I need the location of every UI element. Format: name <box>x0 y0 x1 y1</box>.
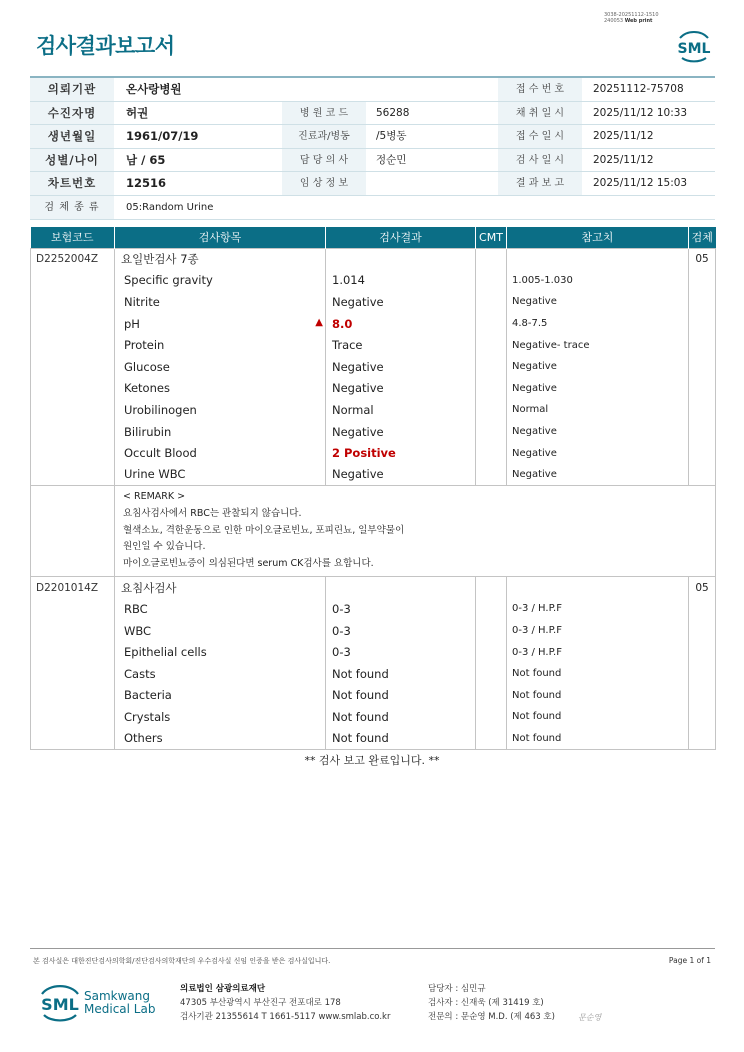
col-insurance-code: 보험코드 <box>31 227 115 248</box>
sex-age: 남 / 65 <box>126 152 166 167</box>
remark-line: 마이오글로빈뇨증이 의심된다면 serum CK검사를 요합니다. <box>123 558 374 570</box>
test-item: Crystals <box>115 706 326 728</box>
receipt-number: 20251112-75708 <box>593 83 684 95</box>
test-item: pH <box>124 316 140 331</box>
table-row <box>31 291 716 313</box>
test-result: 1.014 <box>326 270 476 292</box>
department: /5병동 <box>376 130 407 143</box>
test-result: Not found <box>326 706 476 728</box>
reference-range: 0-3 / H.P.F <box>507 598 689 620</box>
test-item: Bilirubin <box>115 421 326 443</box>
label-collection-time: 채 취 일 시 <box>515 107 565 119</box>
test-item: Urine WBC <box>115 464 326 486</box>
page-number: Page 1 of 1 <box>668 956 711 965</box>
reference-range: Negative <box>507 378 689 400</box>
completion-note: ** 검사 보고 완료입니다. ** <box>304 754 440 767</box>
table-header <box>31 227 716 248</box>
label-specimen-type: 검 체 종 류 <box>44 201 100 213</box>
remark-row <box>31 486 716 577</box>
table-row <box>31 684 716 706</box>
test-result: 0-3 <box>326 620 476 642</box>
reference-range: Negative <box>507 442 689 464</box>
insurance-code: D2201014Z <box>31 577 115 599</box>
group-header <box>31 577 716 599</box>
test-result: Not found <box>326 663 476 685</box>
patient-info-row <box>30 102 715 126</box>
sml-lab-logo <box>36 982 84 1022</box>
staff-manager: 담당자 : 심민규 <box>428 984 486 994</box>
signature: 문순영 <box>578 1013 602 1022</box>
test-result-abnormal: 2 Positive <box>326 442 476 464</box>
label-birth-date: 생년월일 <box>47 129 97 144</box>
label-patient-name: 수진자명 <box>47 105 97 120</box>
table-row <box>31 663 716 685</box>
table-row <box>31 728 716 750</box>
table-row <box>31 442 716 464</box>
report-time: 2025/11/12 15:03 <box>593 177 688 190</box>
reference-range: 4.8-7.5 <box>507 313 689 335</box>
results-table <box>30 227 716 750</box>
reference-range: Negative- trace <box>507 334 689 356</box>
test-result: Trace <box>326 334 476 356</box>
report-title: 검사결과보고서 <box>36 34 175 58</box>
table-row <box>31 620 716 642</box>
test-result: Normal <box>326 399 476 421</box>
label-chart-number: 차트번호 <box>47 176 97 191</box>
reference-range: 0-3 / H.P.F <box>507 641 689 663</box>
specimen-code: 05 <box>689 577 716 599</box>
reference-range: Normal <box>507 399 689 421</box>
staff-tester: 검사자 : 신재욱 (제 31419 호) <box>428 998 544 1008</box>
test-result: Negative <box>326 356 476 378</box>
col-result: 검사결과 <box>326 227 476 248</box>
organization-name: 의료법인 삼광의료재단 <box>180 984 266 994</box>
table-row <box>31 313 716 335</box>
table-row <box>31 464 716 486</box>
table-row <box>31 706 716 728</box>
remark-line: < REMARK > <box>123 491 186 503</box>
test-result: Negative <box>326 291 476 313</box>
test-item: Casts <box>115 663 326 685</box>
test-group-name: 요일반검사 7종 <box>115 248 326 270</box>
test-result: Negative <box>326 378 476 400</box>
col-test-item: 검사항목 <box>115 227 326 248</box>
test-item: Others <box>115 728 326 750</box>
test-item: Glucose <box>115 356 326 378</box>
footer-divider <box>30 948 715 949</box>
patient-name: 허권 <box>126 105 149 120</box>
label-report-time: 결 과 보 고 <box>515 178 565 190</box>
table-row <box>31 641 716 663</box>
physician: 정순민 <box>376 153 407 166</box>
remark-line: 원인일 수 있습니다. <box>123 541 206 553</box>
test-item: WBC <box>115 620 326 642</box>
col-specimen: 검체 <box>689 227 716 248</box>
table-row <box>31 356 716 378</box>
col-cmt: CMT <box>476 227 507 248</box>
reference-range: 1.005-1.030 <box>507 270 689 292</box>
test-result: Not found <box>326 728 476 750</box>
sml-logo <box>674 26 714 64</box>
test-item: Epithelial cells <box>115 641 326 663</box>
test-item: Specific gravity <box>115 270 326 292</box>
reference-range: Not found <box>507 684 689 706</box>
reference-range: Not found <box>507 663 689 685</box>
test-item: Nitrite <box>115 291 326 313</box>
test-item: Protein <box>115 334 326 356</box>
test-item: Occult Blood <box>115 442 326 464</box>
reference-range: Negative <box>507 464 689 486</box>
label-physician: 담 당 의 사 <box>299 154 349 166</box>
staff-specialist: 전문의 : 문순영 M.D. (제 463 호) <box>428 1012 555 1022</box>
label-receipt-number: 접 수 번 호 <box>515 84 565 95</box>
patient-info-row <box>30 149 715 173</box>
svg-text:SML: SML <box>41 995 79 1014</box>
test-item: Ketones <box>115 378 326 400</box>
collection-time: 2025/11/12 10:33 <box>593 106 688 119</box>
test-result: 0-3 <box>326 598 476 620</box>
test-item: RBC <box>115 598 326 620</box>
col-reference: 참고치 <box>507 227 689 248</box>
insurance-code: D2252004Z <box>31 248 115 270</box>
test-item: Bacteria <box>115 684 326 706</box>
patient-info-row <box>30 172 715 196</box>
reference-range: 0-3 / H.P.F <box>507 620 689 642</box>
label-test-date: 검 사 일 시 <box>515 154 565 166</box>
report-id: 3038-20251112-1510 240053 Web print <box>604 12 659 24</box>
test-result: Negative <box>326 464 476 486</box>
test-date: 2025/11/12 <box>593 153 654 166</box>
hospital-code: 56288 <box>376 106 410 119</box>
table-row <box>31 334 716 356</box>
table-row <box>31 378 716 400</box>
patient-info-row <box>30 78 715 102</box>
receipt-date: 2025/11/12 <box>593 130 654 143</box>
test-result-abnormal: 8.0 <box>326 313 476 335</box>
reference-range: Negative <box>507 421 689 443</box>
remark-line: 혈색소뇨, 격한운동으로 인한 마이오글로빈뇨, 포피린뇨, 일부약물이 <box>123 524 405 536</box>
test-group-name: 요침사검사 <box>115 577 326 599</box>
patient-info-row <box>30 196 715 220</box>
svg-text:SML: SML <box>677 41 711 57</box>
reference-range: Not found <box>507 706 689 728</box>
label-department: 진료과/병동 <box>298 131 350 143</box>
reference-range: Not found <box>507 728 689 750</box>
label-clinical-info: 임 상 정 보 <box>299 178 349 190</box>
reference-range: Negative <box>507 356 689 378</box>
chart-number: 12516 <box>126 176 167 191</box>
label-sex-age: 성별/나이 <box>45 152 99 167</box>
label-receipt-date: 접 수 일 시 <box>515 131 565 143</box>
patient-info <box>30 76 715 220</box>
table-row <box>31 399 716 421</box>
reference-range: Negative <box>507 291 689 313</box>
staff-info <box>428 982 555 1024</box>
test-result: 0-3 <box>326 641 476 663</box>
birth-date: 1961/07/19 <box>126 129 199 144</box>
high-flag-icon: ▲ <box>315 316 323 328</box>
label-requesting-hospital: 의뢰기관 <box>47 82 97 96</box>
lab-name: Samkwang Medical Lab <box>84 989 156 1016</box>
test-result: Negative <box>326 421 476 443</box>
label-hospital-code: 병 원 코 드 <box>299 107 349 119</box>
test-result: Not found <box>326 684 476 706</box>
table-row <box>31 270 716 292</box>
organization-contact: 검사기관 21355614 T 1661-5117 www.smlab.co.kr <box>180 1012 391 1022</box>
specimen-code: 05 <box>689 248 716 270</box>
organization-address: 47305 부산광역시 부산진구 전포대로 178 <box>180 998 341 1008</box>
remark-line: 요침사검사에서 RBC는 관찰되지 않습니다. <box>123 507 302 519</box>
remark-text <box>115 486 716 577</box>
requesting-hospital: 온사랑병원 <box>126 82 182 96</box>
specimen-type: 05:Random Urine <box>126 201 214 213</box>
patient-info-row <box>30 125 715 149</box>
group-header <box>31 248 716 270</box>
table-row <box>31 421 716 443</box>
organization-info <box>180 982 390 1024</box>
certification-note: 본 검사실은 대한진단검사의학회/진단검사의학재단의 우수검사실 신임 인증을 받은 검사실입니다. <box>33 957 331 965</box>
test-item: Urobilinogen <box>115 399 326 421</box>
table-row <box>31 598 716 620</box>
